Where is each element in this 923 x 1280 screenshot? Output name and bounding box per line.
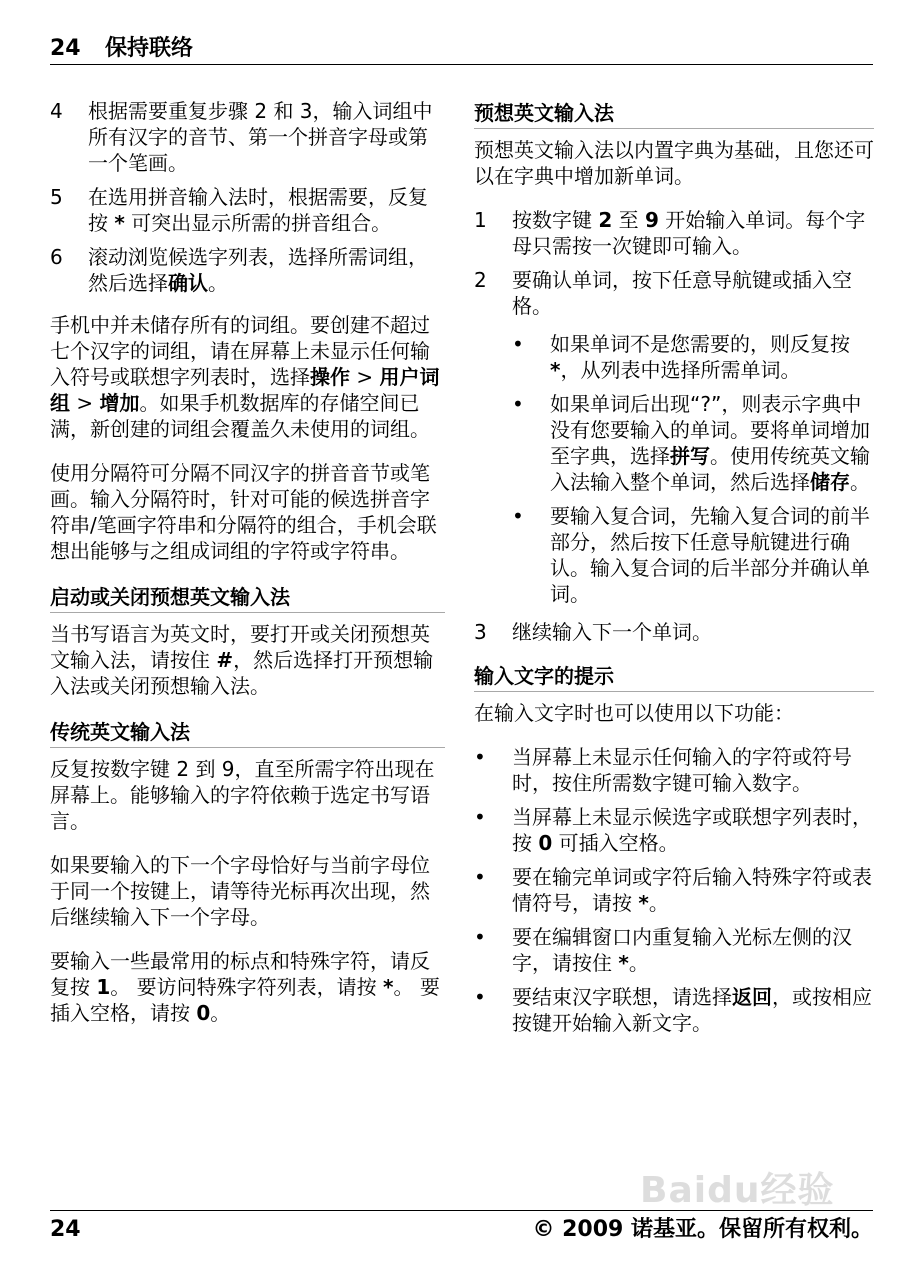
baidu-watermark: Baidu经验 (640, 1170, 835, 1211)
list-item: • 要结束汉字联想，请选择返回，或按相应按键开始输入新文字。 (474, 985, 872, 1035)
list-item: • 如果单词后出现“?”，则表示字典中没有您要输入的单词。要将单词增加至字典，选择拼写。使用传统英文输入法输入整个单词，然后选择储存。 (512, 392, 870, 494)
paragraph-traditional-3: 要输入一些最常用的标点和特殊字符，请反复按 1。 要访问特殊字符列表，请按 *。 要插入空格，请按 0。 (50, 949, 440, 1025)
paragraph-tips-intro: 在输入文字时也可以使用以下功能： (474, 701, 794, 725)
paragraph-traditional-1: 反复按数字键 2 到 9，直至所需字符出现在屏幕上。能够输入的字符依赖于选定书写语言。 (50, 757, 435, 833)
list-item: • 要在编辑窗口内重复输入光标左侧的汉字，请按住 *。 (474, 925, 852, 975)
header-section-title: 保持联络 (105, 36, 194, 61)
page-header (50, 34, 873, 65)
step-item: 6 滚动浏览候选字列表，选择所需词组，然后选择确认。 (50, 245, 428, 295)
list-item: • 如果单词不是您需要的，则反复按 *，从列表中选择所需单词。 (512, 332, 850, 382)
step-item: 1 按数字键 2 至 9 开始输入单词。每个字母只需按一次键即可输入。 (474, 208, 866, 258)
step-item: 4 根据需要重复步骤 2 和 3，输入词组中所有汉字的音节、第一个拼音字母或第一个笔画。 (50, 99, 433, 175)
heading-tips: 输入文字的提示 (474, 661, 874, 692)
paragraph-user-phrases: 手机中并未储存所有的词组。要创建不超过七个汉字的词组，请在屏幕上未显示任何输入符号或联想字列表时，选择操作 > 用户词组 > 增加。如果手机数据库的存储空间已满，新创建的词组会覆盖久未使用的词组。 (50, 313, 440, 441)
heading-traditional: 传统英文输入法 (50, 717, 445, 748)
left-column (50, 98, 445, 1044)
list-item: • 当屏幕上未显示任何输入的字符或符号时，按住所需数字键可输入数字。 (474, 745, 852, 795)
paragraph-predictive-toggle: 当书写语言为英文时，要打开或关闭预想英文输入法，请按住 #，然后选择打开预想输入法或关闭预想输入法。 (50, 622, 434, 698)
heading-predictive-toggle: 启动或关闭预想英文输入法 (50, 582, 445, 613)
paragraph-traditional-2: 如果要输入的下一个字母恰好与当前字母位于同一个按键上，请等待光标再次出现，然后继续输入下一个字母。 (50, 853, 430, 929)
step-list (50, 98, 445, 296)
predictive-step-list (474, 207, 874, 645)
page-footer (50, 1210, 873, 1245)
sub-bullet-list (512, 331, 874, 607)
right-column (474, 98, 874, 1048)
heading-predictive: 预想英文输入法 (474, 98, 874, 129)
step-item: 2 要确认单词，按下任意导航键或插入空格。 (474, 268, 852, 318)
list-item: • 当屏幕上未显示候选字或联想字列表时，按 0 可插入空格。 (474, 805, 872, 855)
step-item: 3 继续输入下一个单词。 (474, 620, 712, 644)
tips-bullet-list (474, 744, 874, 1036)
paragraph-predictive-intro: 预想英文输入法以内置字典为基础，且您还可以在字典中增加新单词。 (474, 138, 874, 188)
paragraph-separator: 使用分隔符可分隔不同汉字的拼音音节或笔画。输入分隔符时，针对可能的候选拼音字符串/笔画字符串和分隔符的组合，手机会联想出能够与之组成词组的字符或字符串。 (50, 461, 437, 563)
footer-copyright: © 2009 诺基亚。保留所有权利。 (532, 1217, 873, 1242)
step-item: 5 在选用拼音输入法时，根据需要，反复按 * 可突出显示所需的拼音组合。 (50, 185, 428, 235)
header-page-number: 24 (50, 36, 81, 61)
footer-page-number: 24 (50, 1217, 81, 1242)
list-item: • 要在输完单词或字符后输入特殊字符或表情符号，请按 *。 (474, 865, 872, 915)
list-item: • 要输入复合词，先输入复合词的前半部分，然后按下任意导航键进行确认。输入复合词的后半部分并确认单词。 (512, 504, 870, 606)
